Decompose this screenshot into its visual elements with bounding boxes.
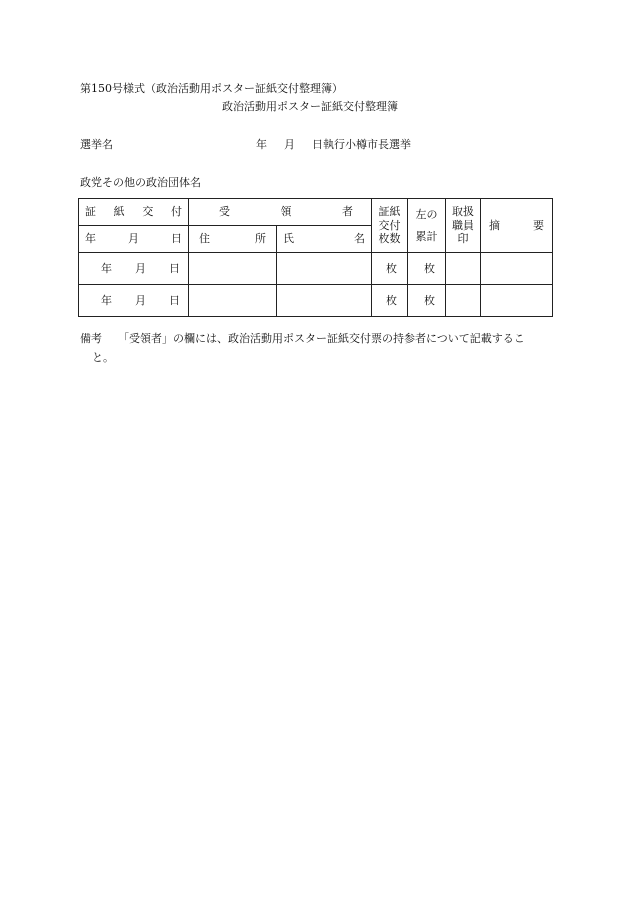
remarks-header: 摘 要 (481, 199, 553, 253)
row-address-cell[interactable] (189, 253, 277, 285)
row-remarks[interactable] (481, 285, 553, 317)
remarks-label: 備考 (80, 332, 102, 345)
row-remarks[interactable] (481, 253, 553, 285)
row-issue-date: 年 月 日 (79, 285, 189, 317)
election-month-label: 月 (284, 138, 295, 151)
party-name-label: 政党その他の政治団体名 (80, 176, 201, 189)
remarks-note (80, 329, 554, 367)
remarks-text-line1: 「受領者」の欄には、政治活動用ポスター証紙交付票の持参者について記載するこ (118, 332, 525, 345)
election-name-label: 選挙名 (80, 138, 113, 151)
election-date-line (256, 139, 411, 150)
row-stamp-count[interactable]: 枚 (372, 253, 408, 285)
election-year-label: 年 (256, 138, 267, 151)
row-officer-seal[interactable] (446, 253, 481, 285)
form-header: 第150号様式（政治活動用ポスター証紙交付整理簿） (80, 82, 343, 95)
row-running-total[interactable]: 枚 (408, 285, 446, 317)
issue-date-header: 証 紙 交 付 (79, 199, 189, 226)
name-header: 氏 名 (277, 226, 372, 253)
issue-ledger-table (78, 198, 553, 317)
table-row (79, 285, 553, 317)
address-header: 住 所 (189, 226, 277, 253)
row-stamp-count[interactable]: 枚 (372, 285, 408, 317)
row-name-cell[interactable] (277, 253, 372, 285)
header-row-1 (79, 199, 553, 226)
remarks-text-line2: と。 (92, 351, 114, 364)
election-day-suffix: 日執行小樽市長選挙 (312, 138, 411, 151)
recipient-header: 受 領 者 (189, 199, 372, 226)
officer-seal-header: 取扱 職員 印 (446, 199, 481, 253)
issue-date-subheader: 年 月 日 (79, 226, 189, 253)
row-address-cell[interactable] (189, 285, 277, 317)
stamp-count-header: 証紙 交付 枚数 (372, 199, 408, 253)
row-officer-seal[interactable] (446, 285, 481, 317)
table-row (79, 253, 553, 285)
document-title: 政治活動用ポスター証紙交付整理簿 (222, 100, 398, 113)
running-total-header: 左の 累計 (408, 199, 446, 253)
row-running-total[interactable]: 枚 (408, 253, 446, 285)
row-issue-date: 年 月 日 (79, 253, 189, 285)
row-name-cell[interactable] (277, 285, 372, 317)
